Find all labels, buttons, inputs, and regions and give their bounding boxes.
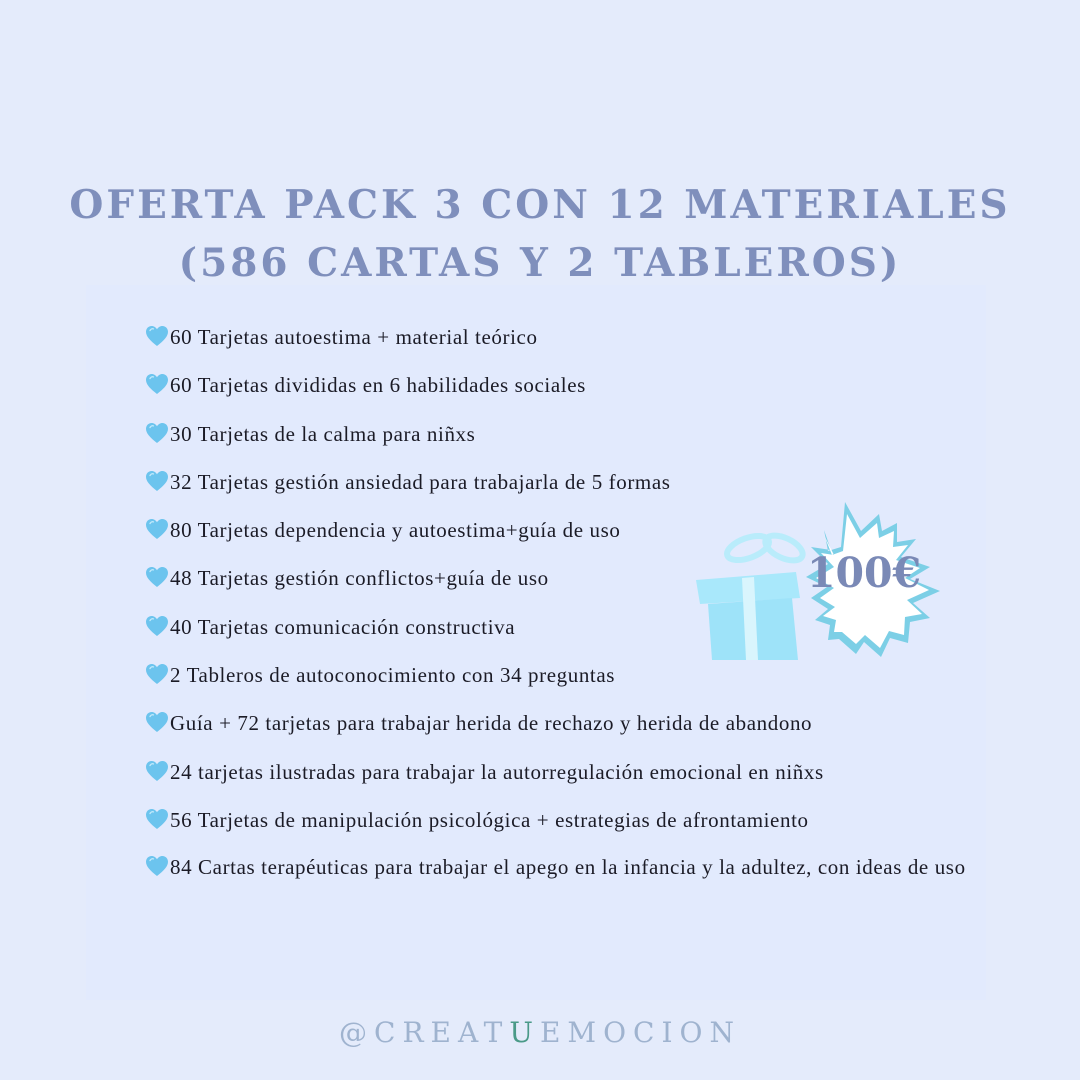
light-blue-heart-icon	[145, 760, 169, 782]
price-label: 100€	[806, 549, 922, 597]
light-blue-heart-icon	[145, 566, 169, 588]
list-item-text: 40 Tarjetas comunicación constructiva	[170, 614, 516, 639]
list-item-text: 24 tarjetas ilustradas para trabajar la autorregulación emocional en niñxs	[170, 759, 824, 784]
light-blue-heart-icon	[145, 615, 169, 637]
light-blue-heart-icon	[145, 325, 169, 347]
gift-box-icon	[696, 530, 806, 660]
list-item	[145, 415, 985, 463]
list-item-text: 84 Cartas terapéuticas para trabajar el apego en la infancia y la adultez, con ideas de uso	[170, 855, 966, 880]
light-blue-heart-icon	[145, 518, 169, 540]
light-blue-heart-icon	[145, 373, 169, 395]
handle-prefix: @CREAT	[339, 1016, 510, 1049]
handle-suffix: EMOCION	[539, 1016, 741, 1049]
light-blue-heart-icon	[145, 663, 169, 685]
offer-title	[0, 176, 1080, 292]
list-item	[145, 753, 985, 801]
list-item-text: 60 Tarjetas divididas en 6 habilidades sociales	[170, 373, 586, 398]
list-item-text: 48 Tarjetas gestión conflictos+guía de uso	[170, 566, 549, 591]
list-item-text: 60 Tarjetas autoestima + material teórico	[170, 325, 538, 349]
light-blue-heart-icon	[145, 855, 169, 877]
list-item	[145, 704, 985, 752]
list-item	[145, 801, 985, 849]
light-blue-heart-icon	[145, 470, 169, 492]
handle-highlight: U	[509, 1016, 540, 1049]
light-blue-heart-icon	[145, 422, 169, 444]
instagram-handle	[0, 1016, 1080, 1049]
list-item-text: 2 Tableros de autoconocimiento con 34 preguntas	[170, 663, 616, 688]
list-item	[145, 318, 985, 366]
offer-title-line-1: OFERTA PACK 3 CON 12 MATERIALES	[69, 182, 1011, 228]
list-item-text: 32 Tarjetas gestión ansiedad para trabajarla de 5 formas	[170, 469, 671, 494]
list-item-text: 30 Tarjetas de la calma para niñxs	[170, 421, 476, 446]
list-item-text: 56 Tarjetas de manipulación psicológica + estrategias de afrontamiento	[170, 807, 809, 832]
list-item	[145, 844, 975, 891]
light-blue-heart-icon	[145, 711, 169, 733]
list-item-text: 80 Tarjetas dependencia y autoestima+guía de uso	[170, 518, 621, 543]
list-item	[145, 366, 985, 414]
offer-title-line-2: (586 CARTAS Y 2 TABLEROS)	[178, 240, 902, 286]
list-item-text: Guía + 72 tarjetas para trabajar herida de rechazo y herida de abandono	[170, 711, 813, 736]
light-blue-heart-icon	[145, 808, 169, 830]
